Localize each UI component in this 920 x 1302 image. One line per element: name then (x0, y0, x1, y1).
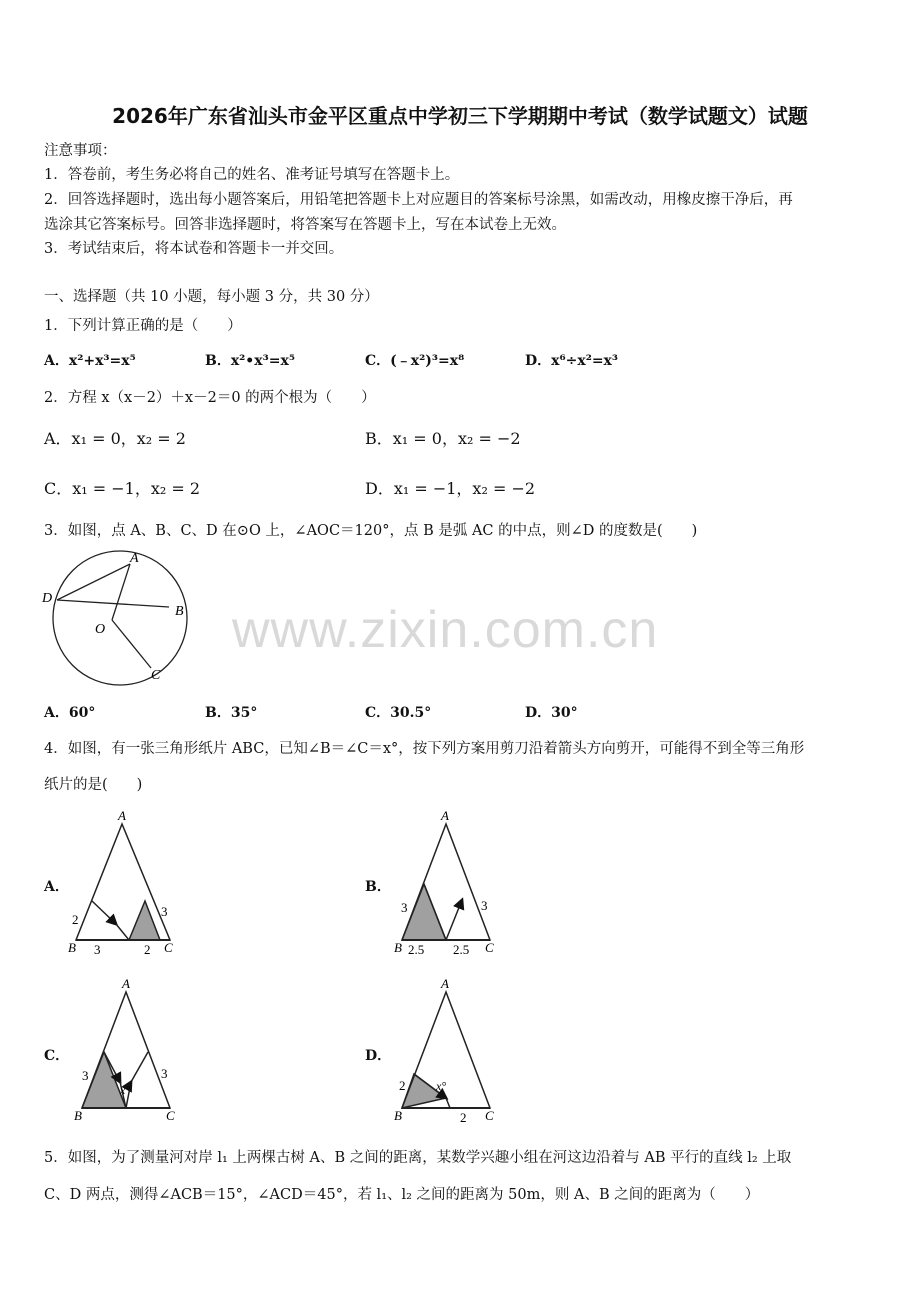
q2-option-b: B．x₁ = 0，x₂ = −2 (365, 429, 521, 448)
q1-stem: 1．下列计算正确的是（ ） (44, 318, 242, 334)
fig-b-base-label-right: 2.5 (453, 942, 470, 957)
q2-stem: 2．方程 x（x－2）＋x－2＝0 的两个根为（ ） (44, 390, 376, 406)
q1-option-d: D．x⁶÷x²=x³ (525, 353, 619, 369)
fig-a-vertex-a: A (118, 808, 126, 823)
point-o-label: O (95, 622, 106, 637)
section-heading: 一、选择题（共 10 小题，每小题 3 分，共 30 分） (44, 289, 379, 305)
fig-d-vertex-c: C (485, 1108, 494, 1123)
q3-stem: 3．如图，点 A、B、C、D 在⊙O 上，∠AOC＝120°，点 B 是弧 AC 的中点，则∠D 的度数是( ) (44, 523, 698, 539)
q4-option-a-label: A． (44, 879, 69, 895)
q4-figure-d (390, 974, 520, 1130)
watermark: www.zixin.com.cn (232, 601, 659, 659)
q2-option-c: C．x₁ = −1，x₂ = 2 (44, 479, 201, 498)
q1-option-c: C．(﹣x²)³=x⁸ (365, 353, 465, 369)
notice-item-2: 2．回答选择题时，选出每小题答案后，用铅笔把答题卡上对应题目的答案标号涂黑，如需改动，用橡皮擦干净后，再 (44, 192, 793, 208)
q3-option-d: D．30° (525, 705, 578, 721)
fig-c-vertex-c: C (166, 1108, 175, 1123)
q5-stem-line1: 5．如图，为了测量河对岸 l₁ 上两棵古树 A、B 之间的距离，某数学兴趣小组在河这边沿着与 AB 平行的直线 l₂ 上取 (44, 1150, 792, 1166)
q3-option-c: C．30.5° (365, 705, 432, 721)
fig-a-base-label-right: 2 (144, 942, 151, 957)
fig-d-angle-label: x° (436, 1079, 447, 1093)
q4-figure-b (390, 806, 520, 962)
q4-option-c-label: C． (44, 1048, 70, 1064)
fig-b-vertex-a: A (441, 808, 449, 823)
q2-option-d: D．x₁ = −1，x₂ = −2 (365, 479, 536, 498)
fig-b-side-label-right: 3 (481, 898, 488, 913)
notice-heading: 注意事项： (44, 143, 117, 159)
q4-option-d-label: D． (365, 1048, 392, 1064)
fig-b-side-label-left: 3 (401, 900, 408, 915)
fig-a-shaded-side-label: 3 (161, 904, 168, 919)
point-c-label: C (151, 668, 161, 683)
q5-stem-line2: C、D 两点，测得∠ACB＝15°，∠ACD＝45°，若 l₁、l₂ 之间的距离为 50m，则 A、B 之间的距离为（ ） (44, 1187, 760, 1203)
q1-option-b: B．x²•x³=x⁵ (205, 353, 295, 369)
fig-b-vertex-c: C (485, 940, 494, 955)
fig-d-vertex-a: A (441, 976, 449, 991)
fig-d-vertex-b: B (394, 1108, 402, 1123)
q2-option-a: A．x₁ = 0，x₂ = 2 (44, 429, 186, 448)
q4-figure-c (64, 974, 194, 1130)
fig-c-vertex-a: A (122, 976, 130, 991)
notice-item-3: 3．考试结束后，将本试卷和答题卡一并交回。 (44, 241, 344, 257)
q1-option-a: A．x²+x³=x⁵ (44, 353, 136, 369)
q4-stem-line2: 纸片的是( ) (44, 777, 143, 793)
fig-c-side-label-left: 3 (82, 1068, 89, 1083)
point-d-label: D (42, 591, 53, 606)
fig-c-side-label-right: 3 (161, 1066, 168, 1081)
notice-item-1: 1．答卷前，考生务必将自己的姓名、准考证号填写在答题卡上。 (44, 167, 460, 183)
point-a-label: A (130, 551, 139, 566)
q3-option-b: B．35° (205, 705, 258, 721)
point-b-label: B (175, 604, 184, 619)
fig-c-angle-label: x° (120, 1083, 131, 1097)
fig-a-vertex-c: C (164, 940, 173, 955)
fig-a-vertex-b: B (68, 940, 76, 955)
notice-item-2-cont: 选涂其它答案标号。回答非选择题时，将答案写在答题卡上，写在本试卷上无效。 (44, 217, 566, 233)
fig-a-base-label-left: 3 (94, 942, 101, 957)
fig-a-side-label: 2 (72, 912, 79, 927)
fig-c-vertex-b: B (74, 1108, 82, 1123)
page-title: 2026年广东省汕头市金平区重点中学初三下学期期中考试（数学试题文）试题 (112, 104, 808, 128)
fig-d-base-label: 2 (460, 1110, 467, 1125)
q4-stem-line1: 4．如图，有一张三角形纸片 ABC，已知∠B＝∠C＝x°，按下列方案用剪刀沿着箭头方向剪开，可能得不到全等三角形 (44, 741, 805, 757)
q4-figure-a (64, 806, 194, 962)
fig-b-base-label-left: 2.5 (408, 942, 425, 957)
circle-o (53, 551, 187, 685)
q3-option-a: A．60° (44, 705, 96, 721)
fig-d-side-label: 2 (399, 1078, 406, 1093)
fig-b-vertex-b: B (394, 940, 402, 955)
q4-option-b-label: B． (365, 879, 391, 895)
q3-circle-figure (38, 548, 198, 688)
